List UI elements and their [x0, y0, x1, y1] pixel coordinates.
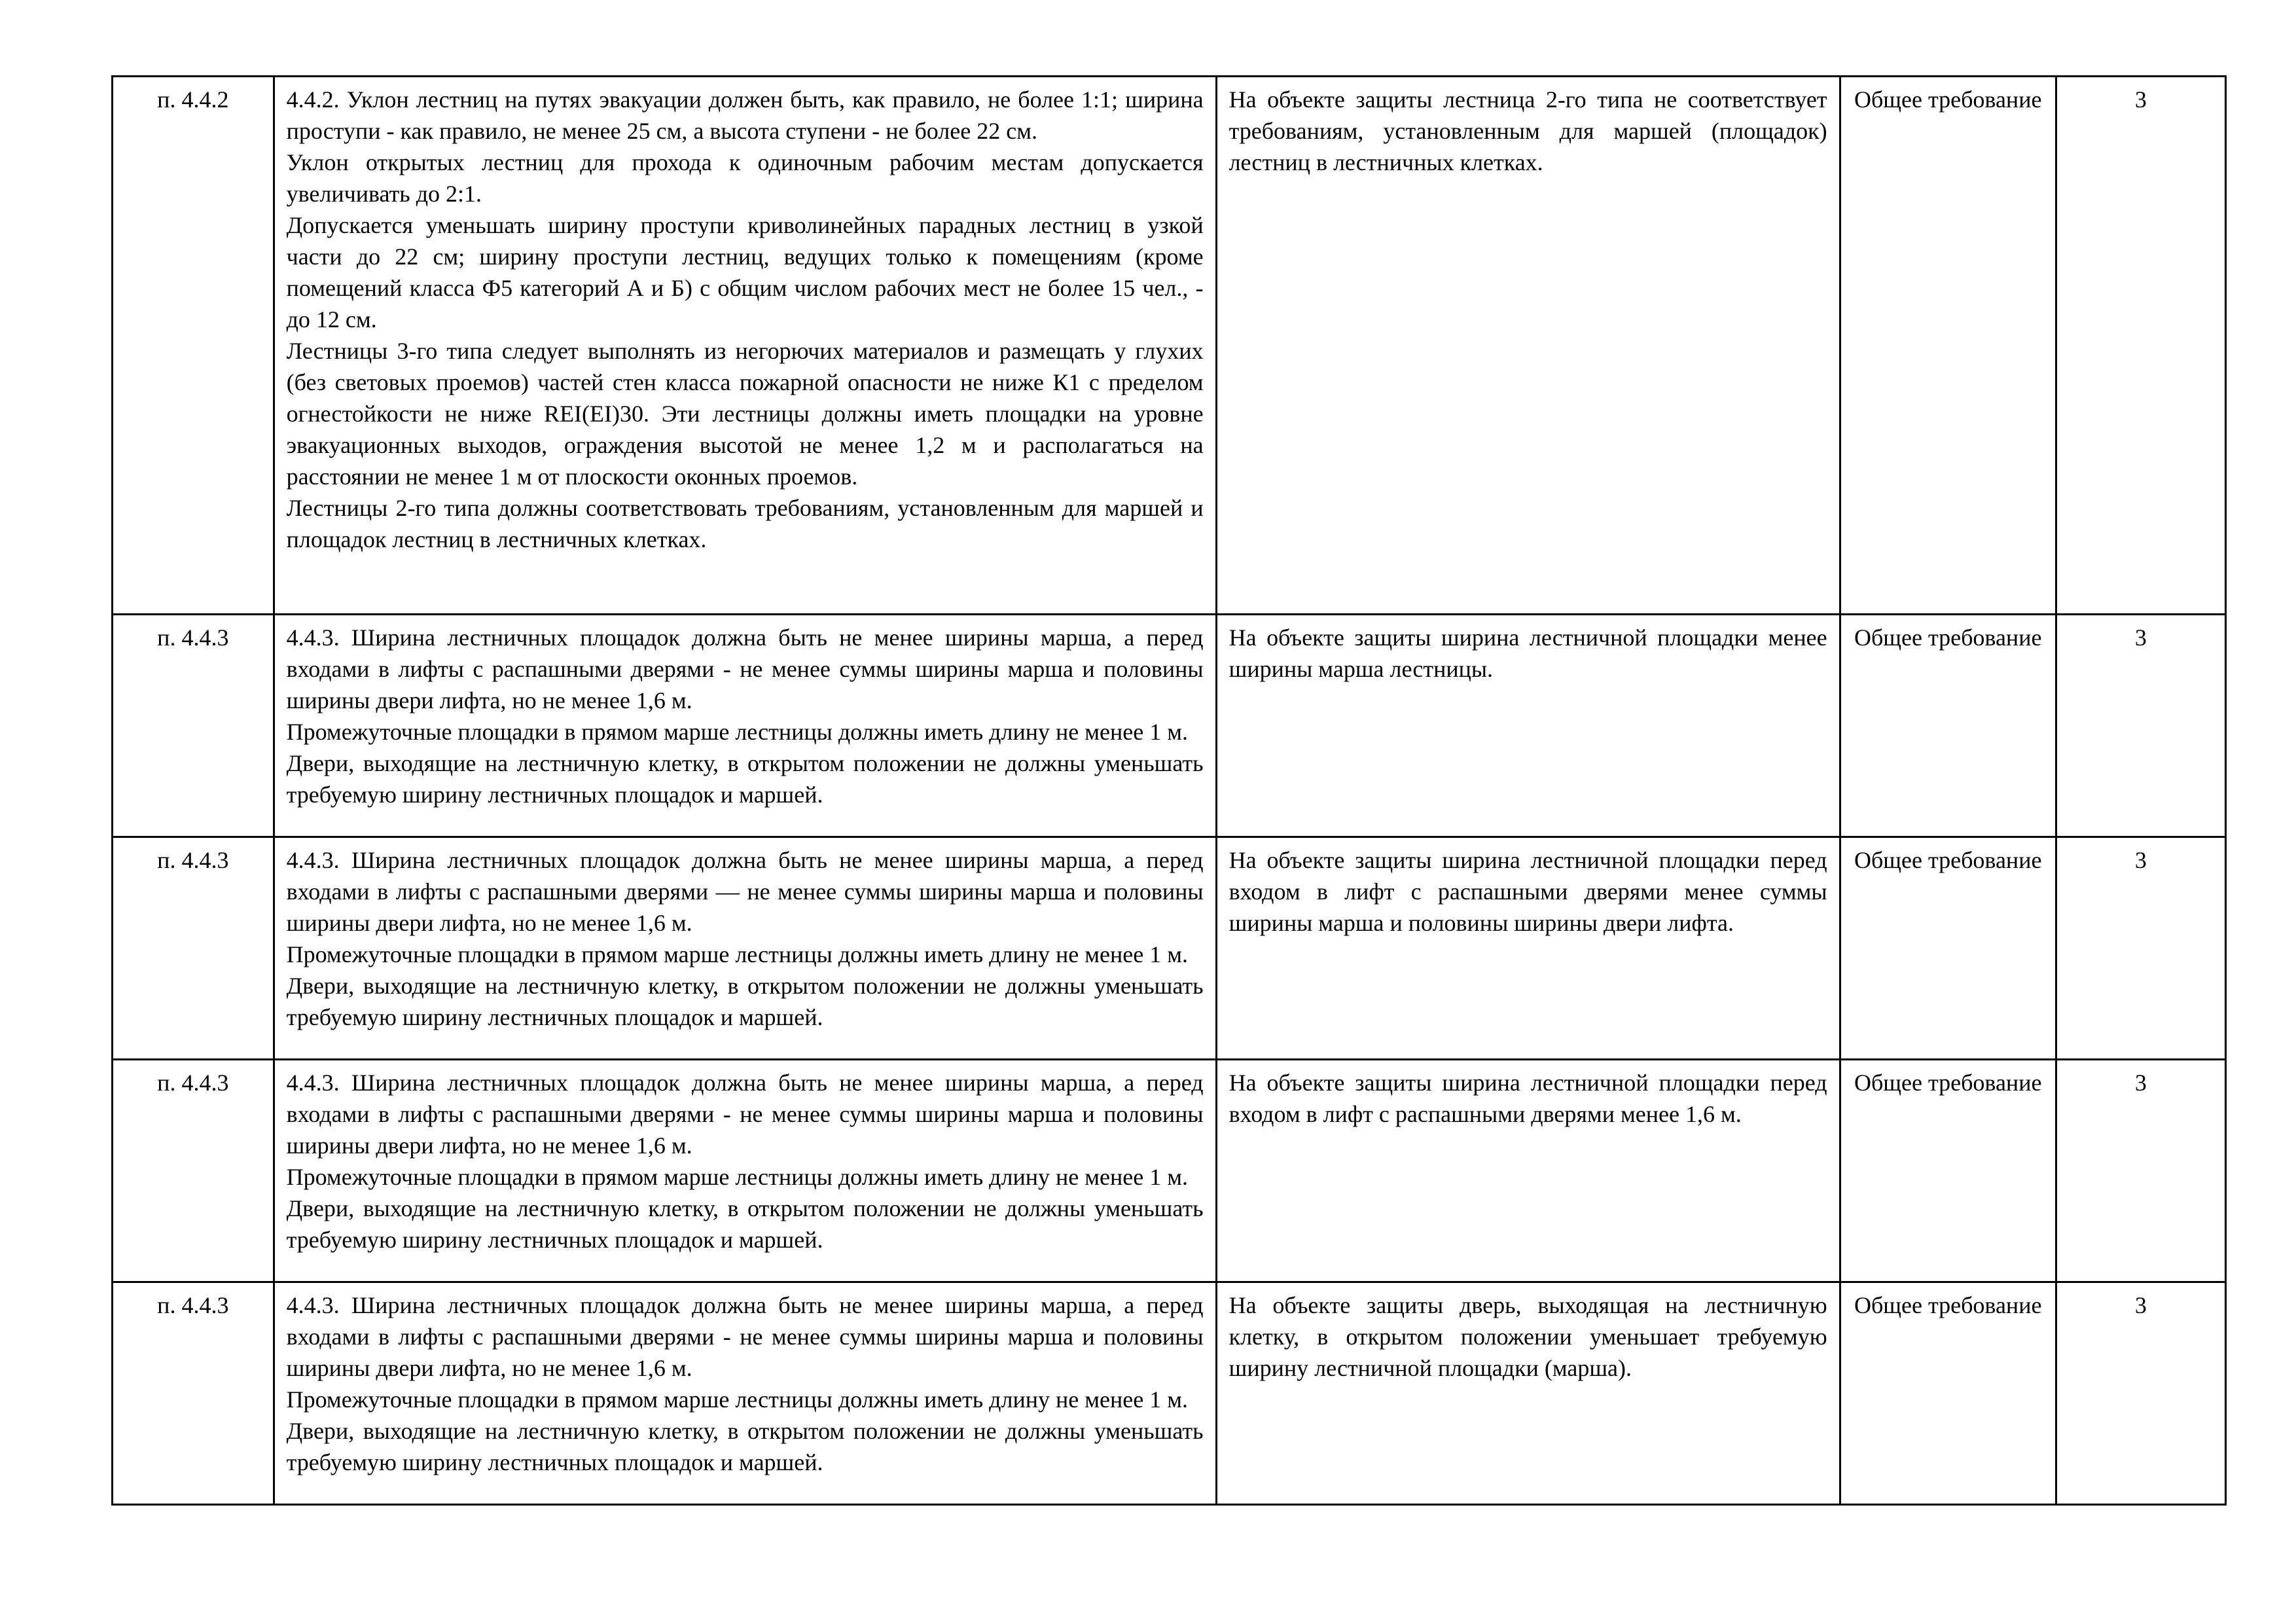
- norm-text: [274, 77, 1216, 615]
- norm-paragraph: Лестницы 2-го типа должны соответствовать требованиям, установленным для маршей и площадок лестниц в лестничных клетках.: [286, 495, 1204, 552]
- norm-text: [274, 615, 1216, 837]
- clause-reference: п. 4.4.3: [113, 1282, 274, 1505]
- category-value: 3: [2056, 1282, 2225, 1505]
- norm-paragraph: Промежуточные площадки в прямом марше лестницы должны иметь длину не менее 1 м.: [286, 1164, 1188, 1190]
- norm-paragraph: 4.4.2. Уклон лестниц на путях эвакуации должен быть, как правило, не более 1:1; ширина проступи - как правило, не менее 25 см, а высота ступени - не более 22 см.: [286, 86, 1204, 144]
- requirement-type: Общее требование: [1840, 77, 2056, 615]
- norm-text: [274, 837, 1216, 1060]
- clause-reference: п. 4.4.3: [113, 837, 274, 1060]
- table-row: [113, 1282, 2226, 1505]
- norm-text: [274, 1060, 1216, 1282]
- norm-paragraph: Двери, выходящие на лестничную клетку, в открытом положении не должны уменьшать требуемую ширину лестничных площадок и маршей.: [286, 973, 1204, 1030]
- requirement-type: Общее требование: [1840, 1060, 2056, 1282]
- table-row: [113, 1060, 2226, 1282]
- category-value: 3: [2056, 77, 2225, 615]
- violation-finding: На объекте защиты ширина лестничной площадки менее ширины марша лестницы.: [1216, 615, 1840, 837]
- norm-paragraph: Уклон открытых лестниц для прохода к одиночным рабочим местам допускается увеличивать до 2:1.: [286, 149, 1204, 207]
- category-value: 3: [2056, 837, 2225, 1060]
- category-value: 3: [2056, 615, 2225, 837]
- clause-reference: п. 4.4.2: [113, 77, 274, 615]
- norm-paragraph: Промежуточные площадки в прямом марше лестницы должны иметь длину не менее 1 м.: [286, 941, 1188, 967]
- norm-paragraph: 4.4.3. Ширина лестничных площадок должна быть не менее ширины марша, а перед входами в лифты с распашными дверями - не менее суммы ширины марша и половины ширины двери лифта, но не менее 1,6 м.: [286, 624, 1204, 713]
- requirement-type: Общее требование: [1840, 1282, 2056, 1505]
- clause-reference: п. 4.4.3: [113, 615, 274, 837]
- norm-paragraph: Лестницы 3-го типа следует выполнять из негорючих материалов и размещать у глухих (без световых проемов) частей стен класса пожарной опасности не ниже К1 с пределом огнестойкости не ниже REI(EI)30. Эти лестницы должны иметь площадки на уровне эвакуационных выходов, ограждения высотой не менее 1,2 м и располагаться на расстоянии не менее 1 м от плоскости оконных проемов.: [286, 338, 1204, 490]
- requirements-table: [111, 75, 2227, 1506]
- table-row: [113, 77, 2226, 615]
- clause-reference: п. 4.4.3: [113, 1060, 274, 1282]
- norm-paragraph: 4.4.3. Ширина лестничных площадок должна быть не менее ширины марша, а перед входами в лифты с распашными дверями - не менее суммы ширины марша и половины ширины двери лифта, но не менее 1,6 м.: [286, 1070, 1204, 1159]
- violation-finding: На объекте защиты лестница 2-го типа не соответствует требованиям, установленным для маршей (площадок) лестниц в лестничных клетках.: [1216, 77, 1840, 615]
- requirement-type: Общее требование: [1840, 837, 2056, 1060]
- norm-paragraph: Двери, выходящие на лестничную клетку, в открытом положении не должны уменьшать требуемую ширину лестничных площадок и маршей.: [286, 750, 1204, 808]
- norm-paragraph: Двери, выходящие на лестничную клетку, в открытом положении не должны уменьшать требуемую ширину лестничных площадок и маршей.: [286, 1195, 1204, 1253]
- violation-finding: На объекте защиты ширина лестничной площадки перед входом в лифт с распашными дверями менее 1,6 м.: [1216, 1060, 1840, 1282]
- norm-paragraph: Допускается уменьшать ширину проступи криволинейных парадных лестниц в узкой части до 22 см; ширину проступи лестниц, ведущих только к помещениям (кроме помещений класса Ф5 категорий А и Б) с общим числом рабочих мест не более 15 чел., - до 12 см.: [286, 212, 1204, 333]
- norm-paragraph: 4.4.3. Ширина лестничных площадок должна быть не менее ширины марша, а перед входами в лифты с распашными дверями — не менее суммы ширины марша и половины ширины двери лифта, но не менее 1,6 м.: [286, 847, 1204, 936]
- norm-paragraph: Промежуточные площадки в прямом марше лестницы должны иметь длину не менее 1 м.: [286, 1386, 1188, 1413]
- table-row: [113, 615, 2226, 837]
- violation-finding: На объекте защиты ширина лестничной площадки перед входом в лифт с распашными дверями менее суммы ширины марша и половины ширины двери лифта.: [1216, 837, 1840, 1060]
- norm-paragraph: 4.4.3. Ширина лестничных площадок должна быть не менее ширины марша, а перед входами в лифты с распашными дверями - не менее суммы ширины марша и половины ширины двери лифта, но не менее 1,6 м.: [286, 1292, 1204, 1381]
- table-row: [113, 837, 2226, 1060]
- norm-paragraph: Промежуточные площадки в прямом марше лестницы должны иметь длину не менее 1 м.: [286, 719, 1188, 745]
- norm-paragraph: Двери, выходящие на лестничную клетку, в открытом положении не должны уменьшать требуемую ширину лестничных площадок и маршей.: [286, 1418, 1204, 1475]
- category-value: 3: [2056, 1060, 2225, 1282]
- violation-finding: На объекте защиты дверь, выходящая на лестничную клетку, в открытом положении уменьшает требуемую ширину лестничной площадки (марша).: [1216, 1282, 1840, 1505]
- requirement-type: Общее требование: [1840, 615, 2056, 837]
- norm-text: [274, 1282, 1216, 1505]
